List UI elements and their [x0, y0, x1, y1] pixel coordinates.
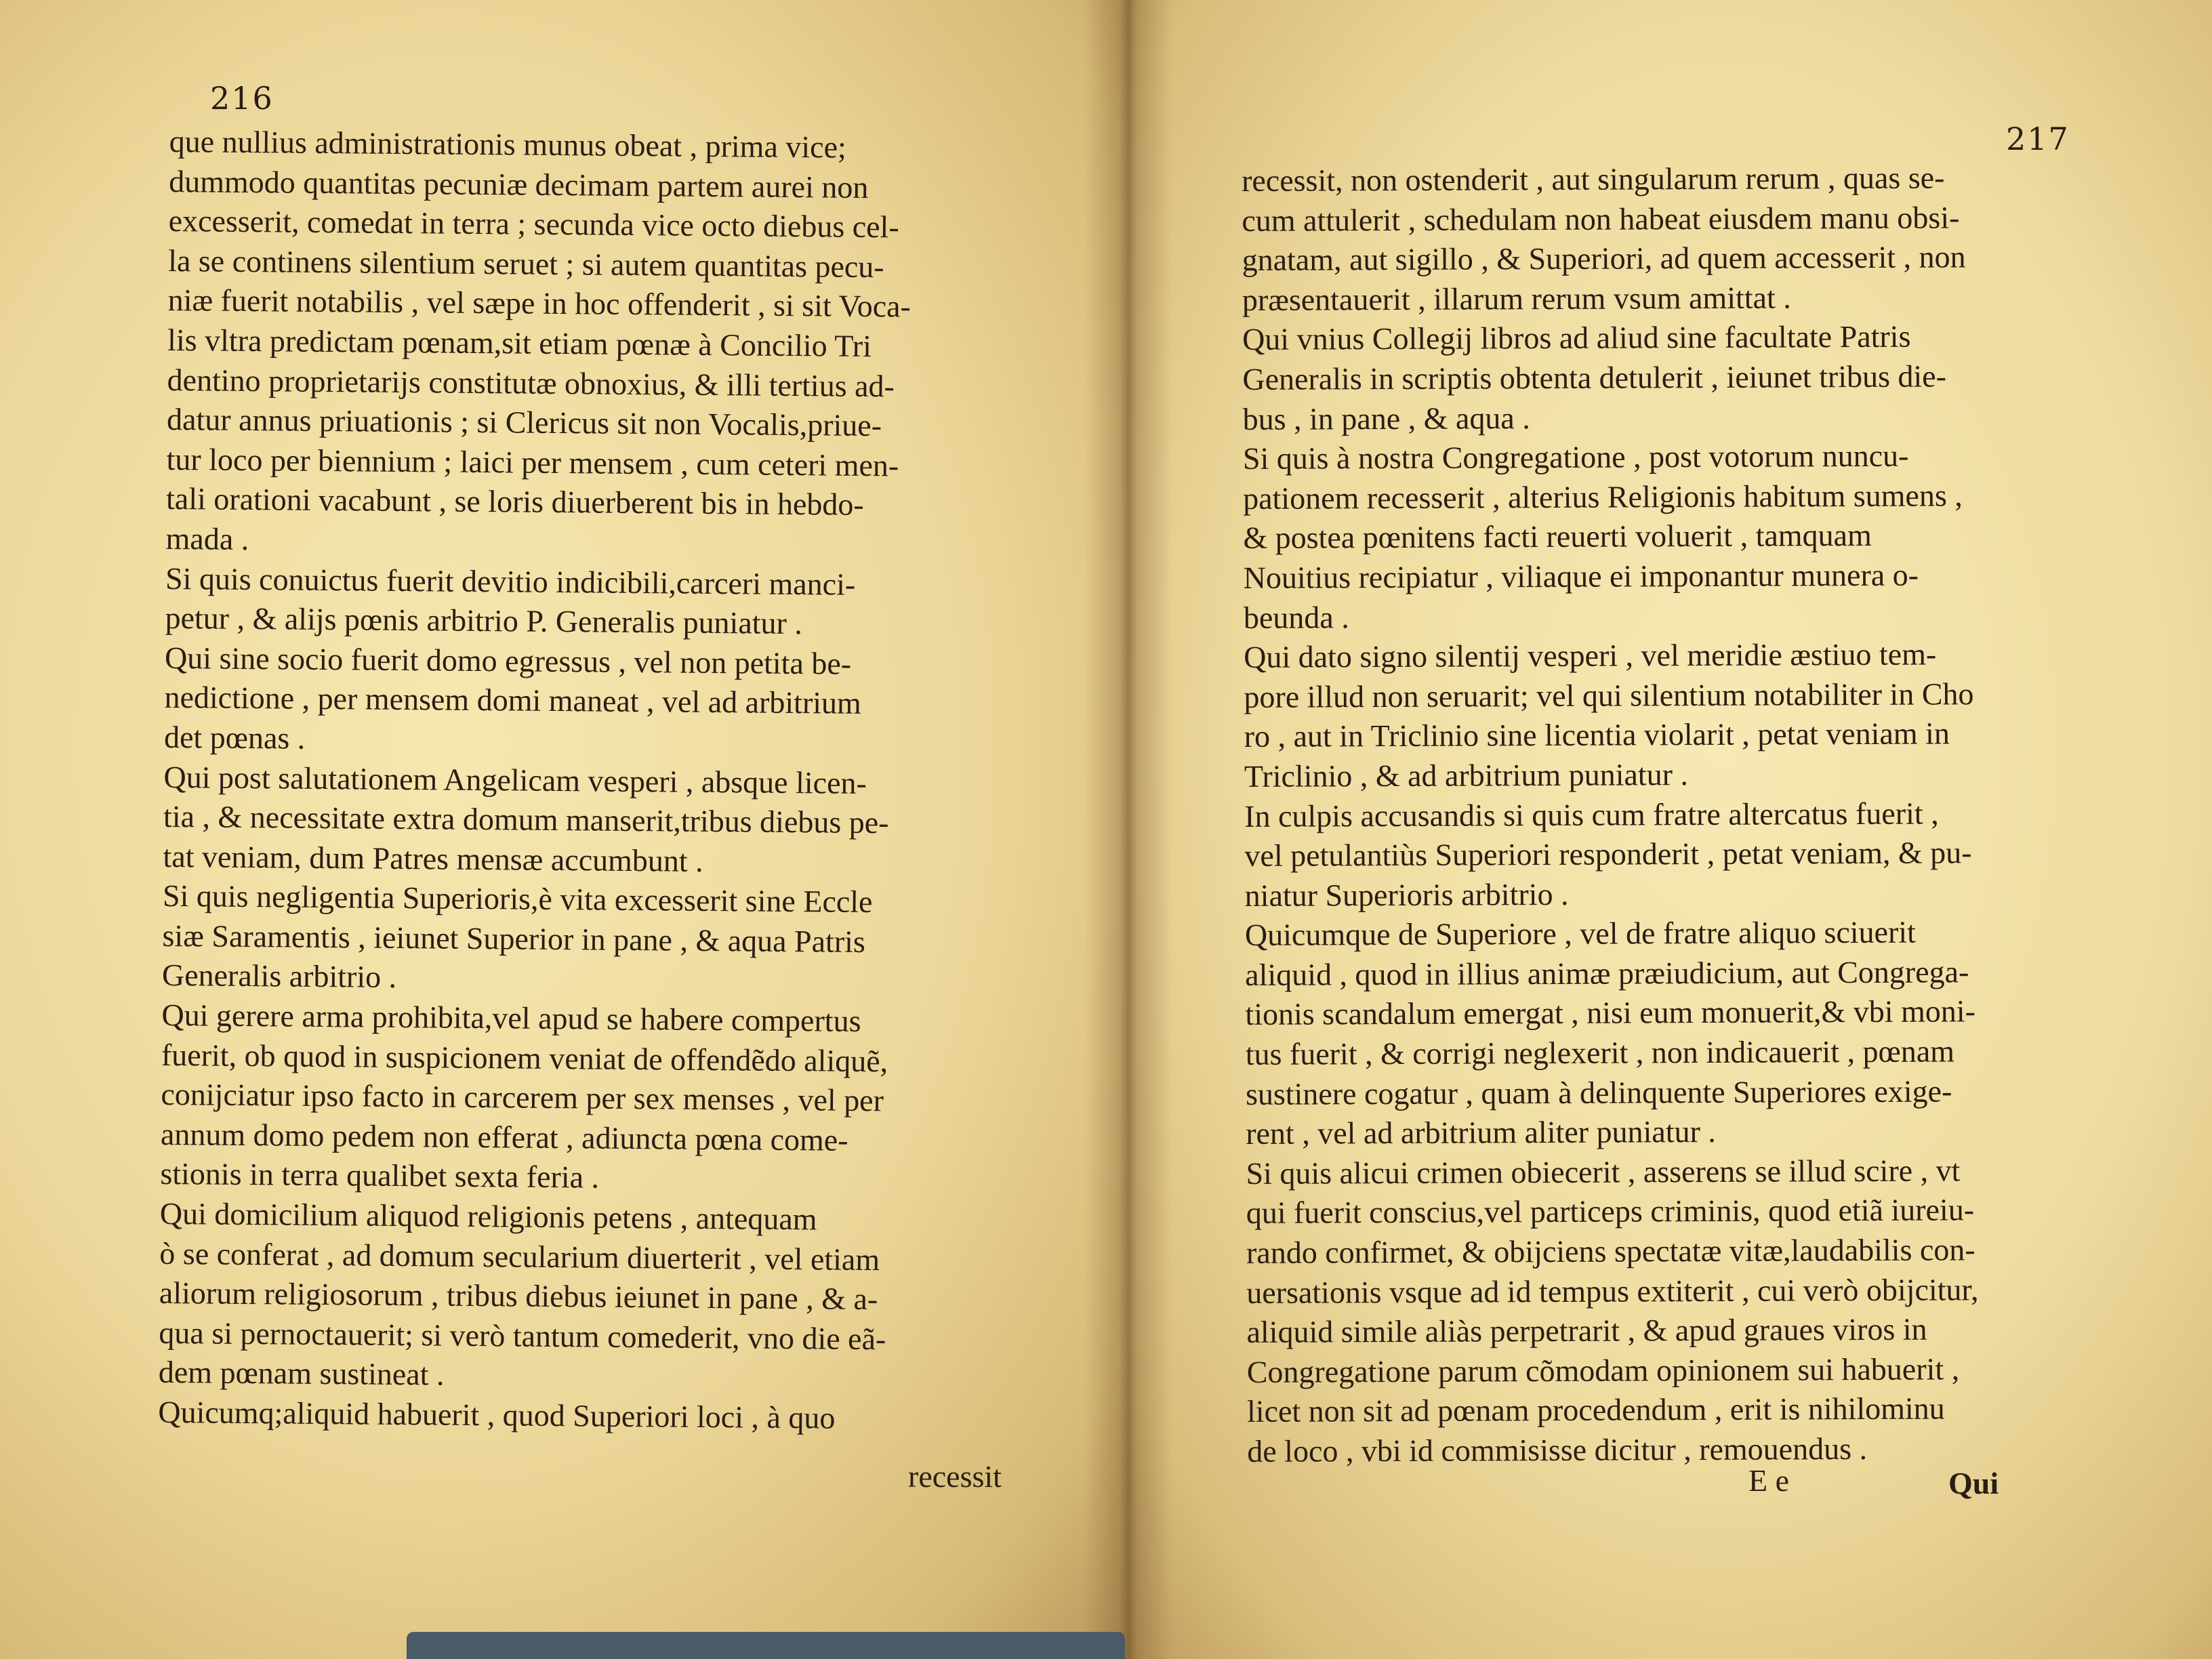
text-line: Quicumque de Superiore , vel de fratre aliquo sciuerit: [1244, 914, 1917, 953]
text-line: dentino proprietarijs constitutæ obnoxius, & illi tertius ad-: [167, 362, 895, 403]
text-line: ò se conferat , ad domum secularium diuerterit , vel etiam: [159, 1235, 880, 1277]
text-line: Triclinio , & ad arbitrium puniatur .: [1244, 757, 1689, 794]
text-line: Qui post salutationem Angelicam vesperi , absque licen-: [163, 759, 867, 800]
text-line: aliquid , quod in illius animæ præiudicium, aut Congrega-: [1245, 954, 1969, 992]
text-line: & postea pœnitens facti reuerti voluerit , tamquam: [1243, 518, 1872, 556]
text-line: tali orationi vacabunt , se loris diuerberent bis in hebdo-: [165, 481, 864, 523]
text-line: In culpis accusandis si quis cum fratre altercatus fuerit ,: [1244, 796, 1939, 834]
text-line: uersationis vsque ad id tempus extiterit , cui verò obijcitur,: [1246, 1271, 1979, 1310]
text-line: Congregatione parum cõmodam opinionem sui habuerit ,: [1246, 1351, 1960, 1389]
text-line: petur , & alijs pœnis arbitrio P. Generalis puniatur .: [165, 600, 803, 641]
text-line: Si quis alicui crimen obiecerit , asserens se illud scire , vt: [1246, 1153, 1961, 1191]
text-line: conijciatur ipso facto in carcerem per sex menses , vel per: [161, 1077, 884, 1118]
text-line: niæ fuerit notabilis , vel sæpe in hoc offenderit , si sit Voca-: [167, 283, 912, 324]
text-line: nedictione , per mensem domi maneat , vel ad arbitrium: [164, 680, 862, 721]
text-line: niatur Superioris arbitrio .: [1244, 876, 1569, 913]
text-line: Quicumq;aliquid habuerit , quod Superiori loci , à quo: [158, 1394, 836, 1435]
text-line: de loco , vbi id commisisse dicitur , remouendus .: [1247, 1431, 1868, 1469]
text-line: mada .: [165, 520, 249, 556]
text-line: siæ Saramentis , ieiunet Superior in pane , & aqua Patris: [162, 918, 866, 959]
text-line: Qui vnius Collegij libros ad aliud sine facultate Patris: [1242, 319, 1911, 357]
text-line: cum attulerit , schedulam non habeat eiusdem manu obsi-: [1242, 199, 1960, 238]
text-line: recessit, non ostenderit , aut singularum rerum , quas se-: [1242, 160, 1945, 198]
text-line: Qui sine socio fuerit domo egressus , vel non petita be-: [164, 640, 852, 681]
text-line: Nouitius recipiatur , viliaque ei imponantur munera o-: [1243, 557, 1919, 595]
text-line: excesserit, comedat in terra ; secunda vice octo diebus cel-: [168, 203, 899, 245]
text-line: pore illud non seruarit; vel qui silentium notabiliter in Cho: [1244, 676, 1974, 714]
text-line: Si quis conuictus fuerit devitio indicibili,carceri manci-: [165, 560, 856, 602]
text-line: beunda .: [1243, 599, 1349, 635]
text-line: Generalis arbitrio .: [161, 958, 397, 995]
text-line: Generalis in scriptis obtenta detulerit , ieiunet tribus die-: [1242, 359, 1947, 396]
text-line: præsentauerit , illarum rerum vsum amittat .: [1242, 280, 1791, 317]
text-line: tus fuerit , & corrigi neglexerit , non indicauerit , pœnam: [1245, 1033, 1955, 1072]
right-page-number: 217: [2006, 121, 2070, 157]
text-line: fuerit, ob quod in suspicionem veniat de offendẽdo aliquẽ,: [161, 1037, 888, 1078]
text-line: sustinere cogatur , quam à delinquente Superiores exige-: [1245, 1073, 1952, 1111]
text-line: aliorum religiosorum , tribus diebus ieiunet in pane , & a-: [159, 1275, 878, 1317]
text-line: aliquid simile aliàs perpetrarit , & apud graues viros in: [1246, 1311, 1927, 1350]
text-line: vel petulantiùs Superiori responderit , petat veniam, & pu-: [1244, 835, 1972, 874]
text-line: ro , aut in Triclinio sine licentia violarit , petat veniam in: [1244, 716, 1950, 754]
text-line: lis vltra predictam pœnam,sit etiam pœnæ à Concilio Tri: [167, 322, 872, 364]
text-line: la se continens silentium seruet ; si autem quantitas pecu-: [167, 243, 884, 284]
text-line: rando confirmet, & obijciens spectatæ vitæ,laudabilis con-: [1246, 1232, 1975, 1271]
text-line: Si quis à nostra Congregatione , post votorum nuncu-: [1242, 438, 1909, 476]
text-line: tur loco per biennium ; laici per mensem , cum ceteri men-: [166, 441, 899, 483]
text-line: bus , in pane , & aqua .: [1242, 400, 1530, 436]
text-line: tat veniam, dum Patres mensæ accumbunt .: [163, 838, 703, 878]
text-line: Qui domicilium aliquod religionis petens , antequam: [159, 1195, 817, 1237]
cover-edge: [407, 1632, 1125, 1659]
left-page-number: 216: [210, 80, 274, 117]
text-line: rent , vel ad arbitrium aliter puniatur .: [1246, 1114, 1716, 1151]
text-line: que nullius administrationis munus obeat , prima vice;: [169, 123, 846, 165]
text-line: qua si pernoctauerit; si verò tantum comederit, vno die eã-: [159, 1315, 886, 1357]
text-line: licet non sit ad pœnam procedendum , erit is nihilominu: [1246, 1391, 1945, 1429]
text-line: Qui gerere arma prohibita,vel apud se habere compertus: [161, 998, 861, 1039]
text-line: gnatam, aut sigillo , & Superiori, ad quem accesserit , non: [1242, 239, 1966, 278]
text-line: pationem recesserit , alterius Religionis habitum sumens ,: [1243, 478, 1963, 516]
text-line: tionis scandalum emergat , nisi eum monuerit,& vbi moni-: [1245, 994, 1976, 1032]
text-line: dummodo quantitas pecuniæ decimam partem aurei non: [169, 163, 869, 205]
right-page: [1125, 0, 2212, 1659]
text-line: dem pœnam sustineat .: [158, 1355, 445, 1393]
text-line: det pœnas .: [163, 719, 306, 756]
left-page-text: [158, 122, 912, 1439]
text-line: Qui dato signo silentij vesperi , vel meridie æstiuo tem-: [1244, 636, 1937, 675]
left-catchword: recessit: [908, 1459, 1002, 1494]
right-page-text: [1242, 158, 1980, 1471]
text-line: datur annus priuationis ; si Clericus sit non Vocalis,priue-: [166, 402, 882, 443]
text-line: annum domo pedem non efferat , adiuncta pœna come-: [160, 1116, 848, 1158]
text-line: qui fuerit conscius,vel particeps criminis, quod etiã iureiu-: [1246, 1192, 1975, 1231]
right-catchword: Qui: [1948, 1466, 1999, 1500]
text-line: tia , & necessitate extra domum manserit,tribus diebus pe-: [163, 799, 889, 840]
text-line: Si quis negligentia Superioris,è vita excesserit sine Eccle: [162, 878, 873, 920]
signature-mark: E e: [1748, 1463, 1790, 1498]
text-line: stionis in terra qualibet sexta feria .: [160, 1156, 600, 1195]
